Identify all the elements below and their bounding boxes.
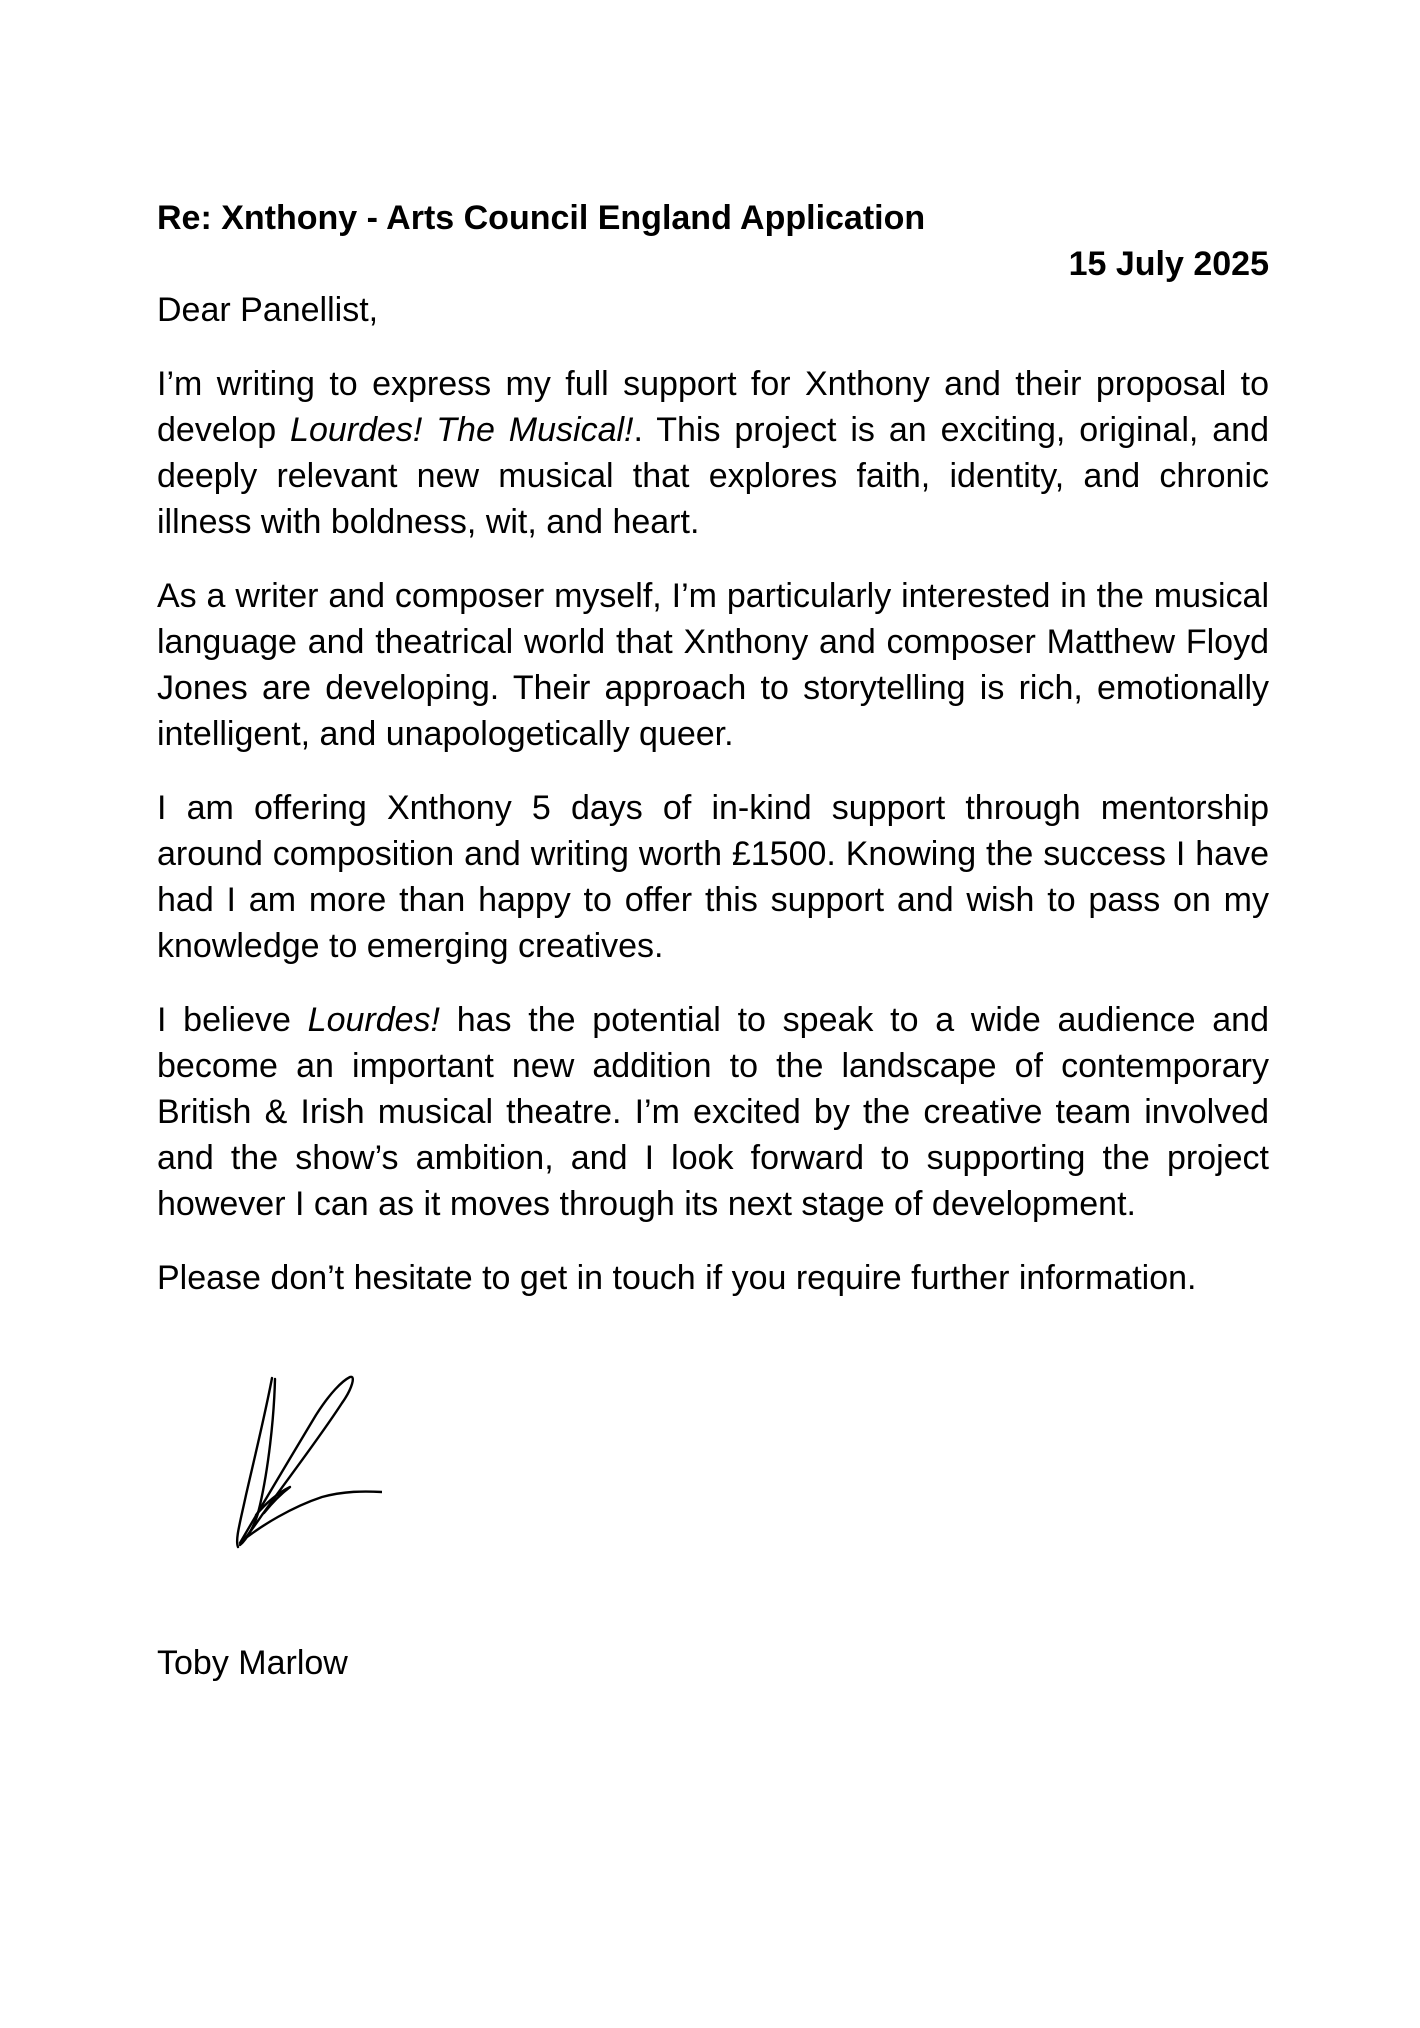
letter-date: 15 July 2025 — [1068, 245, 1269, 283]
paragraph-support-text-2: . This project is an exciting, original, and deeply relevant new musical that explores faith, identity, and chronic illness with boldness, wit, and heart. — [157, 411, 1269, 541]
show-title-short: Lourdes! — [307, 1001, 440, 1039]
letter-body — [157, 195, 1269, 1301]
signatory-name: Toby Marlow — [157, 1644, 348, 1682]
paragraph-writer-composer: As a writer and composer myself, I’m particularly interested in the musical language and theatrical world that Xnthony and composer Matthew Floyd Jones are developing. Their approach to storytelling is rich, emotionally intelligent, and unapologetically queer. — [157, 577, 1269, 753]
paragraph-in-kind-offer: I am offering Xnthony 5 days of in-kind support through mentorship around composition and writing worth £1500. Knowing the success I have had I am more than happy to offer this support and wish to pass on my knowledge to emerging creatives. — [157, 789, 1269, 965]
paragraph-closing: Please don’t hesitate to get in touch if you require further information. — [157, 1259, 1197, 1297]
letter-subject: Re: Xnthony - Arts Council England Application — [157, 199, 926, 237]
paragraph-belief-text-1: I believe — [157, 1001, 308, 1039]
paragraph-support — [157, 361, 1269, 545]
paragraph-belief-text-2: has the potential to speak to a wide audience and become an important new addition to the landscape of contemporary British & Irish musical theatre. I’m excited by the creative team involved and the show’s ambition, and I look forward to supporting the project however I can as it moves through its next stage of development. — [157, 1001, 1269, 1223]
show-title-full: Lourdes! The Musical! — [290, 411, 634, 449]
paragraph-support-text-1: I’m writing to express my full support for Xnthony and their proposal to develop — [157, 365, 1269, 449]
signature-icon — [232, 1375, 382, 1555]
letter-salutation: Dear Panellist, — [157, 291, 379, 329]
paragraph-belief — [157, 997, 1269, 1227]
